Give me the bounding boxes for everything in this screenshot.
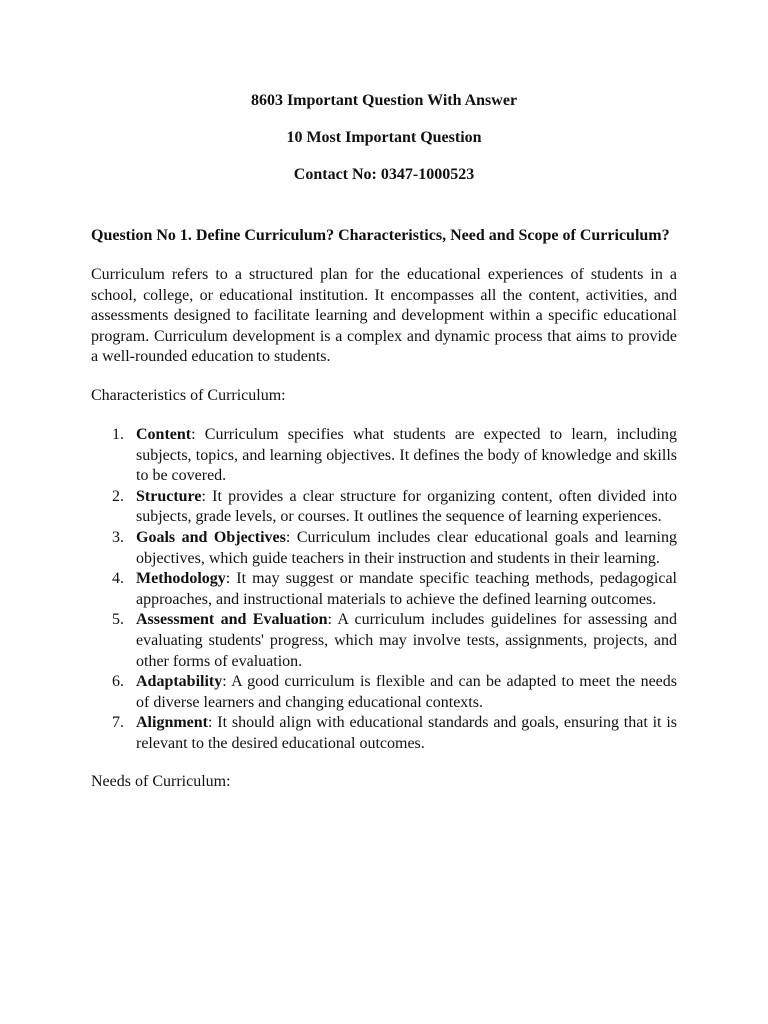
list-item-text: : A curriculum includes guidelines for assessing and evaluating students' progress, which may involve tests, assignments, projects, and other forms of evaluation.	[136, 611, 678, 670]
list-item-number: 6.	[112, 673, 124, 691]
list-item-term: Methodology	[136, 570, 226, 588]
list-item-number: 2.	[112, 487, 124, 505]
list-item-term: Goals and Objectives	[136, 528, 286, 546]
list-item-term: Assessment and Evaluation	[136, 611, 328, 629]
list-item-term: Adaptability	[136, 673, 223, 691]
list-item-text: : It may suggest or mandate specific teaching methods, pedagogical approaches, and instructional materials to achieve the defined learning outcomes.	[136, 570, 677, 608]
contact-line: Contact No: 0347-1000523	[293, 166, 475, 183]
list-item	[91, 569, 677, 610]
document-subtitle: 10 Most Important Question	[286, 129, 482, 146]
characteristics-list	[91, 425, 677, 755]
characteristics-heading: Characteristics of Curriculum:	[91, 386, 286, 404]
document-title: 8603 Important Question With Answer	[250, 92, 518, 109]
question-title: Question No 1. Define Curriculum? Characteristics, Need and Scope of Curriculum?	[91, 227, 670, 244]
list-item-number: 3.	[112, 528, 124, 546]
list-item-term: Content	[136, 425, 192, 443]
list-item-term: Structure	[136, 487, 202, 505]
list-item-text: : Curriculum includes clear educational goals and learning objectives, which guide teachers in their instruction and students in their learning.	[136, 528, 678, 567]
list-item-text: : It provides a clear structure for organizing content, often divided into subjects, grade levels, or courses. It outlines the sequence of learning experiences.	[136, 487, 677, 526]
list-item-number: 1.	[112, 425, 124, 443]
list-item-text: : A good curriculum is flexible and can be adapted to meet the needs of diverse learners and changing educational contexts.	[136, 673, 677, 711]
list-item	[91, 672, 677, 713]
document-content	[91, 91, 677, 811]
list-item-number: 5.	[112, 611, 124, 629]
list-item-term: Alignment	[136, 714, 208, 732]
list-item	[91, 487, 677, 528]
needs-heading: Needs of Curriculum:	[91, 773, 231, 791]
list-item-number: 7.	[112, 714, 124, 732]
list-item-text: : Curriculum specifies what students are expected to learn, including subjects, topics, and learning objectives. It defines the body of knowledge and skills to be covered.	[136, 425, 677, 485]
intro-paragraph: Curriculum refers to a structured plan for the educational experiences of students in a school, college, or educational institution. It encompasses all the content, activities, and assessments designed to facilitate learning and development within a specific educational program. Curriculum development is a complex and dynamic process that aims to provide a well-rounded education to students.	[91, 266, 677, 366]
list-item	[91, 610, 677, 672]
list-item-number: 4.	[112, 570, 124, 588]
list-item	[91, 528, 677, 569]
list-item	[91, 425, 677, 487]
list-item	[91, 713, 677, 754]
list-item-text: : It should align with educational standards and goals, ensuring that it is relevant to the desired educational outcomes.	[136, 714, 677, 752]
